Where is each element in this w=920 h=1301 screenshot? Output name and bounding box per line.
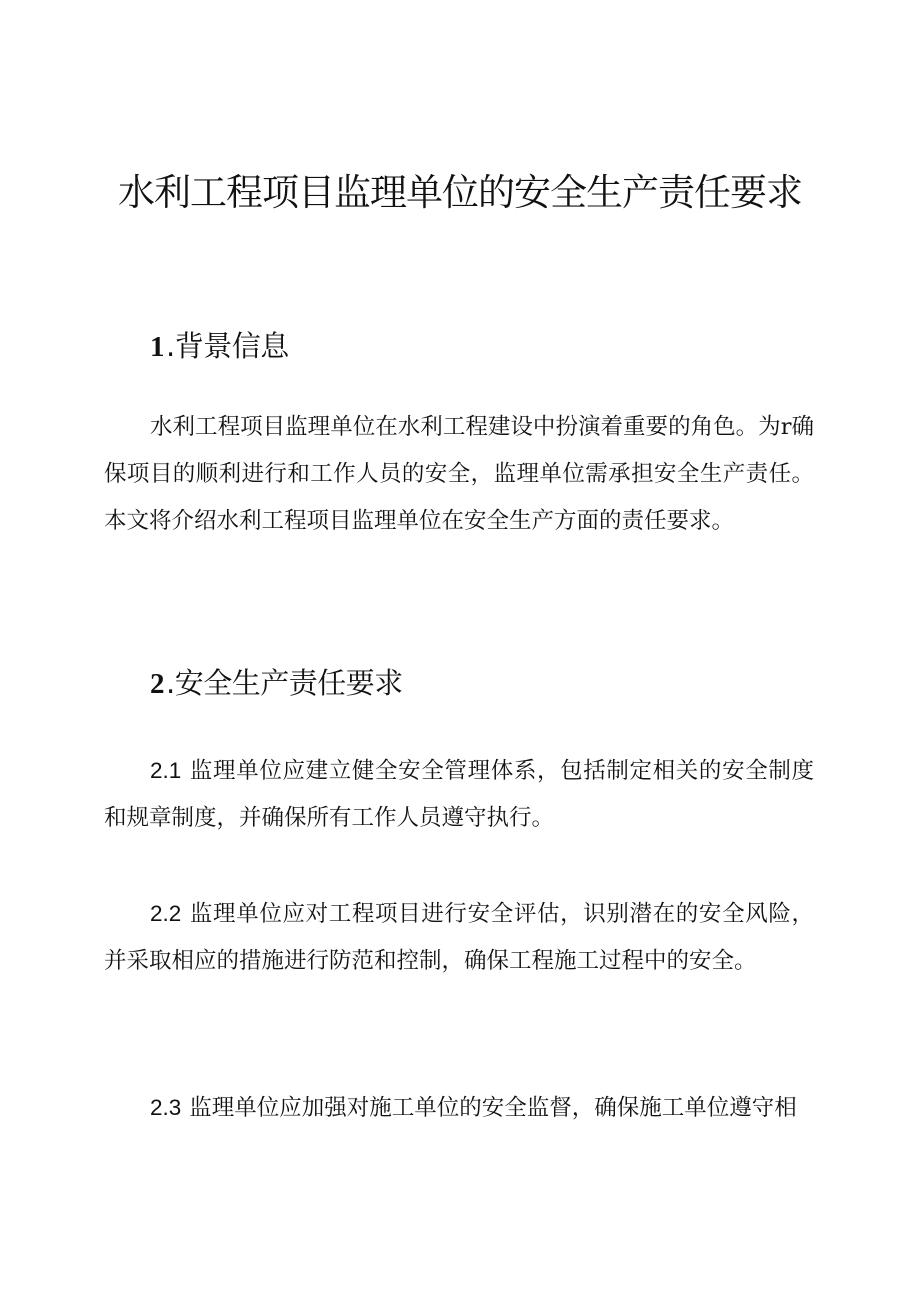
section-label: .背景信息	[166, 329, 289, 363]
section-heading-background	[150, 328, 289, 365]
paragraph-text: 水利工程项目监理单位在水利工程建设中扮演着重要的角色。为r确保项目的顺利进行和工作人员的安全，监理单位需承担安全生产责任。本文将介绍水利工程项目监理单位在安全生产方面的责任要求。	[104, 414, 814, 534]
section-label: .安全生产责任要求	[166, 666, 403, 700]
paragraph-number: 2.3	[150, 1095, 182, 1120]
paragraph-number: 2.2	[150, 901, 182, 926]
requirement-paragraph-2-3	[104, 1084, 814, 1132]
background-paragraph	[104, 404, 814, 545]
section-heading-requirements	[150, 665, 403, 702]
paragraph-text: 监理单位应对工程项目进行安全评估，识别潜在的安全风险，并采取相应的措施进行防范和控制，确保工程施工过程中的安全。	[104, 901, 814, 974]
requirement-paragraph-2-2	[104, 890, 814, 985]
paragraph-text: 监理单位应加强对施工单位的安全监督，确保施工单位遵守相	[189, 1095, 797, 1121]
section-number: 2	[150, 668, 164, 700]
section-number: 1	[150, 331, 164, 363]
paragraph-text: 监理单位应建立健全安全管理体系，包括制定相关的安全制度和规章制度，并确保所有工作人员遵守执行。	[104, 758, 814, 831]
document-title: 水利工程项目监理单位的安全生产责任要求	[118, 171, 802, 214]
paragraph-number: 2.1	[150, 758, 182, 783]
requirement-paragraph-2-1	[104, 747, 814, 842]
